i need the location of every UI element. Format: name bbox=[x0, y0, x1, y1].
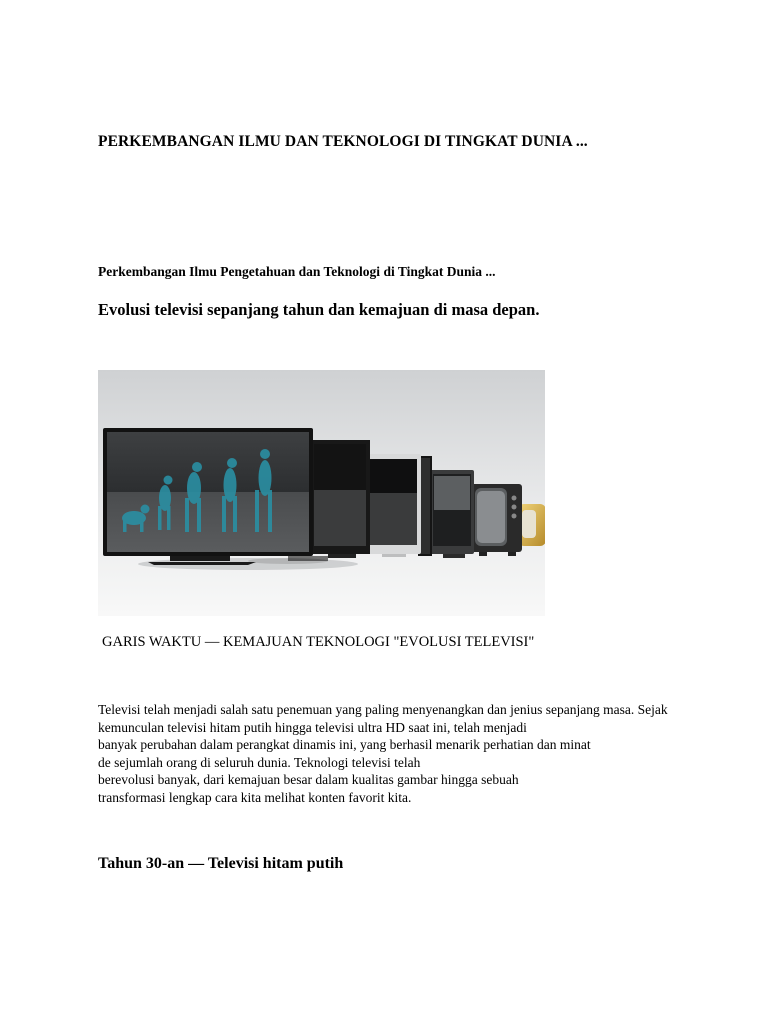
paragraph-line: transformasi lengkap cara kita melihat konten favorit kita. bbox=[98, 789, 412, 805]
paragraph-line: de sejumlah orang di seluruh dunia. Teknologi televisi telah bbox=[98, 754, 421, 770]
document-subtitle: Perkembangan Ilmu Pengetahuan dan Teknologi di Tingkat Dunia ... bbox=[98, 264, 496, 279]
paragraph-line: kemunculan televisi hitam putih hingga televisi ultra HD saat ini, telah menjadi bbox=[98, 719, 527, 735]
tv-evolution-image bbox=[98, 370, 545, 616]
paragraph-line: Televisi telah menjadi salah satu penemuan yang paling menyenangkan dan jenius sepanjang masa. Sejak bbox=[98, 702, 668, 717]
body-paragraph bbox=[98, 701, 668, 807]
paragraph-line: berevolusi banyak, dari kemajuan besar dalam kualitas gambar hingga sebuah bbox=[98, 772, 519, 788]
paragraph-line: banyak perubahan dalam perangkat dinamis ini, yang berhasil menarik perhatian dan minat bbox=[98, 737, 591, 753]
document-title: PERKEMBANGAN ILMU DAN TEKNOLOGI DI TINGKAT DUNIA ... bbox=[98, 133, 588, 150]
section-heading: Tahun 30-an — Televisi hitam putih bbox=[98, 855, 344, 872]
figure-caption: GARIS WAKTU — KEMAJUAN TEKNOLOGI "EVOLUSI TELEVISI" bbox=[102, 634, 535, 650]
article-heading: Evolusi televisi sepanjang tahun dan kemajuan di masa depan. bbox=[98, 300, 540, 319]
